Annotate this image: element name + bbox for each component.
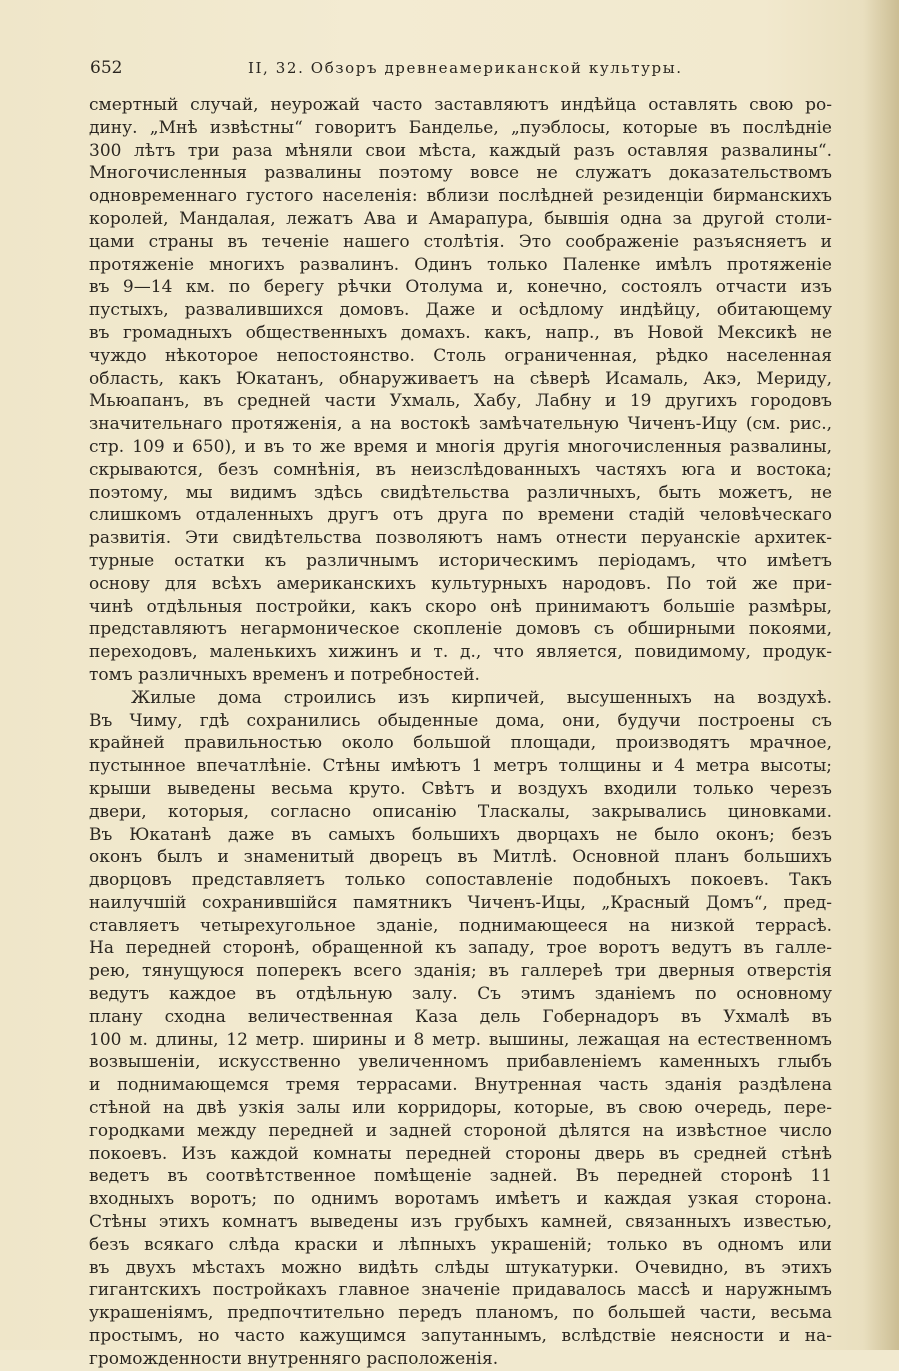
text-line: одновременнаго густого населенія: вблизи послѣдней резиденціи бирманскихъ [89, 186, 832, 207]
text-line: 100 м. длины, 12 метр. ширины и 8 метр. вышины, лежащая на естественномъ [89, 1029, 832, 1050]
text-line: громожденности внутренняго расположенія. [89, 1348, 499, 1369]
body-text [89, 94, 832, 1371]
running-title: II, 32. Обзоръ древнеамериканской культуры. [248, 59, 683, 77]
text-line: поэтому, мы видимъ здѣсь свидѣтельства различныхъ, быть можетъ, не [89, 482, 832, 503]
text-line: дворцовъ представляетъ только сопоставленіе подобныхъ покоевъ. Такъ [89, 870, 832, 891]
text-line: Въ Чиму, гдѣ сохранились обыденные дома, они, будучи построены съ [89, 710, 832, 731]
text-line: въ 9—14 км. по берегу рѣчки Отолума и, конечно, состоялъ отчасти изъ [89, 277, 832, 298]
page-header [90, 58, 820, 82]
text-line: въ громадныхъ общественныхъ домахъ. какъ, напр., въ Новой Мексикѣ не [89, 322, 832, 343]
text-line: покоевъ. Изъ каждой комнаты передней стороны дверь въ средней стѣнѣ [89, 1143, 832, 1164]
text-line: 300 лѣтъ три раза мѣняли свои мѣста, каждый разъ оставляя развалины“. [89, 140, 832, 161]
text-line: стѣной на двѣ узкія залы или корридоры, которые, въ свою очередь, пере- [89, 1098, 832, 1119]
text-line: ведетъ въ соотвѣтственное помѣщеніе задней. Въ передней сторонѣ 11 [89, 1166, 832, 1187]
text-line: городками между передней и задней стороной дѣлятся на извѣстное число [89, 1120, 832, 1141]
text-line: гигантскихъ постройкахъ главное значеніе придавалось массѣ и наружнымъ [89, 1280, 832, 1301]
text-line: На передней сторонѣ, обращенной къ западу, трое воротъ ведутъ въ галле- [89, 938, 832, 959]
text-line: входныхъ воротъ; по однимъ воротамъ имѣетъ и каждая узкая сторона. [89, 1189, 832, 1210]
text-line: простымъ, но часто кажущимся запутаннымъ, вслѣдствіе неясности и на- [89, 1326, 832, 1347]
text-line: двери, которыя, согласно описанію Тласкалы, закрывались циновками. [89, 801, 832, 822]
text-line: возвышеніи, искусственно увеличенномъ прибавленіемъ каменныхъ глыбъ [89, 1052, 832, 1073]
text-line: слишкомъ отдаленныхъ другъ отъ друга по времени стадій человѣческаго [89, 505, 832, 526]
text-line: Въ Юкатанѣ даже въ самыхъ большихъ дворцахъ не было оконъ; безъ [89, 824, 832, 845]
text-line: область, какъ Юкатанъ, обнаруживаетъ на сѣверѣ Исамаль, Акэ, Мериду, [89, 368, 832, 389]
text-line: украшеніямъ, предпочтительно передъ планомъ, по большей части, весьма [89, 1303, 832, 1324]
text-line: Жилые дома строились изъ кирпичей, высушенныхъ на воздухѣ. [131, 687, 832, 708]
text-line: скрываются, безъ сомнѣнія, въ неизслѣдованныхъ частяхъ юга и востока; [89, 459, 832, 480]
text-line: безъ всякаго слѣда краски и лѣпныхъ украшеній; только въ одномъ или [89, 1234, 832, 1255]
text-line: смертный случай, неурожай часто заставляютъ индѣйца оставлять свою ро- [89, 95, 832, 115]
text-line: ведутъ каждое въ отдѣльную залу. Съ этимъ зданіемъ по основному [89, 984, 832, 1005]
page-number: 652 [90, 58, 123, 78]
text-line: стр. 109 и 650), и въ то же время и многія другія многочисленныя развалины, [89, 436, 832, 457]
text-line: чинѣ отдѣльныя постройки, какъ скоро онѣ принимаютъ большіе размѣры, [89, 596, 832, 617]
text-line: дину. „Мнѣ извѣстны“ говоритъ Бандельe, „пуэблосы, которые въ послѣдніе [89, 117, 832, 138]
text-line: протяженіе многихъ развалинъ. Одинъ только Паленке имѣлъ протяженіе [89, 254, 832, 275]
text-line: въ двухъ мѣстахъ можно видѣть слѣды штукатурки. Очевидно, въ этихъ [89, 1257, 832, 1278]
text-line: крыши выведены весьма круто. Свѣтъ и воздухъ входили только черезъ [89, 778, 832, 799]
text-line: Мьюапанъ, въ средней части Ухмаль, Хабу, Лабну и 19 другихъ городовъ [89, 391, 832, 412]
text-line: представляютъ негармоническое скопленіе домовъ съ обширными покоями, [89, 619, 832, 640]
text-line: наилучшій сохранившійся памятникъ Чиченъ-Ицы, „Красный Домъ“, пред- [89, 892, 832, 913]
text-line: значительнаго протяженія, а на востокѣ замѣчательную Чиченъ-Ицу (см. рис., [89, 414, 832, 435]
text-line: пустыхъ, развалившихся домовъ. Даже и осѣдлому индѣйцу, обитающему [89, 300, 832, 321]
text-line: основу для всѣхъ американскихъ культурныхъ народовъ. По той же при- [89, 573, 832, 594]
text-line: Многочисленныя развалины поэтому вовсе не служатъ доказательствомъ [89, 163, 832, 184]
text-line: крайней правильностью около большой площади, производятъ мрачное, [89, 733, 832, 754]
text-line: цами страны въ теченіе нашего столѣтія. Это соображеніе разъясняетъ и [89, 231, 832, 252]
text-line: королей, Мандалая, лежатъ Ава и Амарапура, бывшія одна за другой столи- [89, 208, 832, 229]
text-line: Стѣны этихъ комнатъ выведены изъ грубыхъ камней, связанныхъ известью, [89, 1212, 832, 1233]
text-line: ставляетъ четырехугольное зданіе, поднимающееся на низкой террасѣ. [89, 915, 832, 936]
text-line: переходовъ, маленькихъ хижинъ и т. д., что является, повидимому, продук- [89, 642, 832, 663]
text-line: плану сходна величественная Каза дель Гобернадоръ въ Ухмалѣ въ [89, 1006, 832, 1027]
text-line: томъ различныхъ временъ и потребностей. [89, 664, 480, 685]
text-line: и поднимающемся тремя террасами. Внутренная часть зданія раздѣлена [89, 1075, 832, 1096]
text-line: оконъ былъ и знаменитый дворецъ въ Митлѣ. Основной планъ большихъ [89, 847, 832, 868]
text-line: турные остатки къ различнымъ историческимъ періодамъ, что имѣетъ [89, 550, 832, 571]
text-line: рею, тянущуюся поперекъ всего зданія; въ галлереѣ три дверныя отверстія [89, 961, 832, 982]
text-line: чуждо нѣкоторое непостоянство. Столь ограниченная, рѣдко населенная [89, 345, 832, 366]
text-line: развитія. Эти свидѣтельства позволяютъ намъ отнести перуанскіе архитек- [89, 528, 832, 549]
text-line: пустынное впечатлѣніе. Стѣны имѣютъ 1 метръ толщины и 4 метра высоты; [89, 756, 832, 777]
